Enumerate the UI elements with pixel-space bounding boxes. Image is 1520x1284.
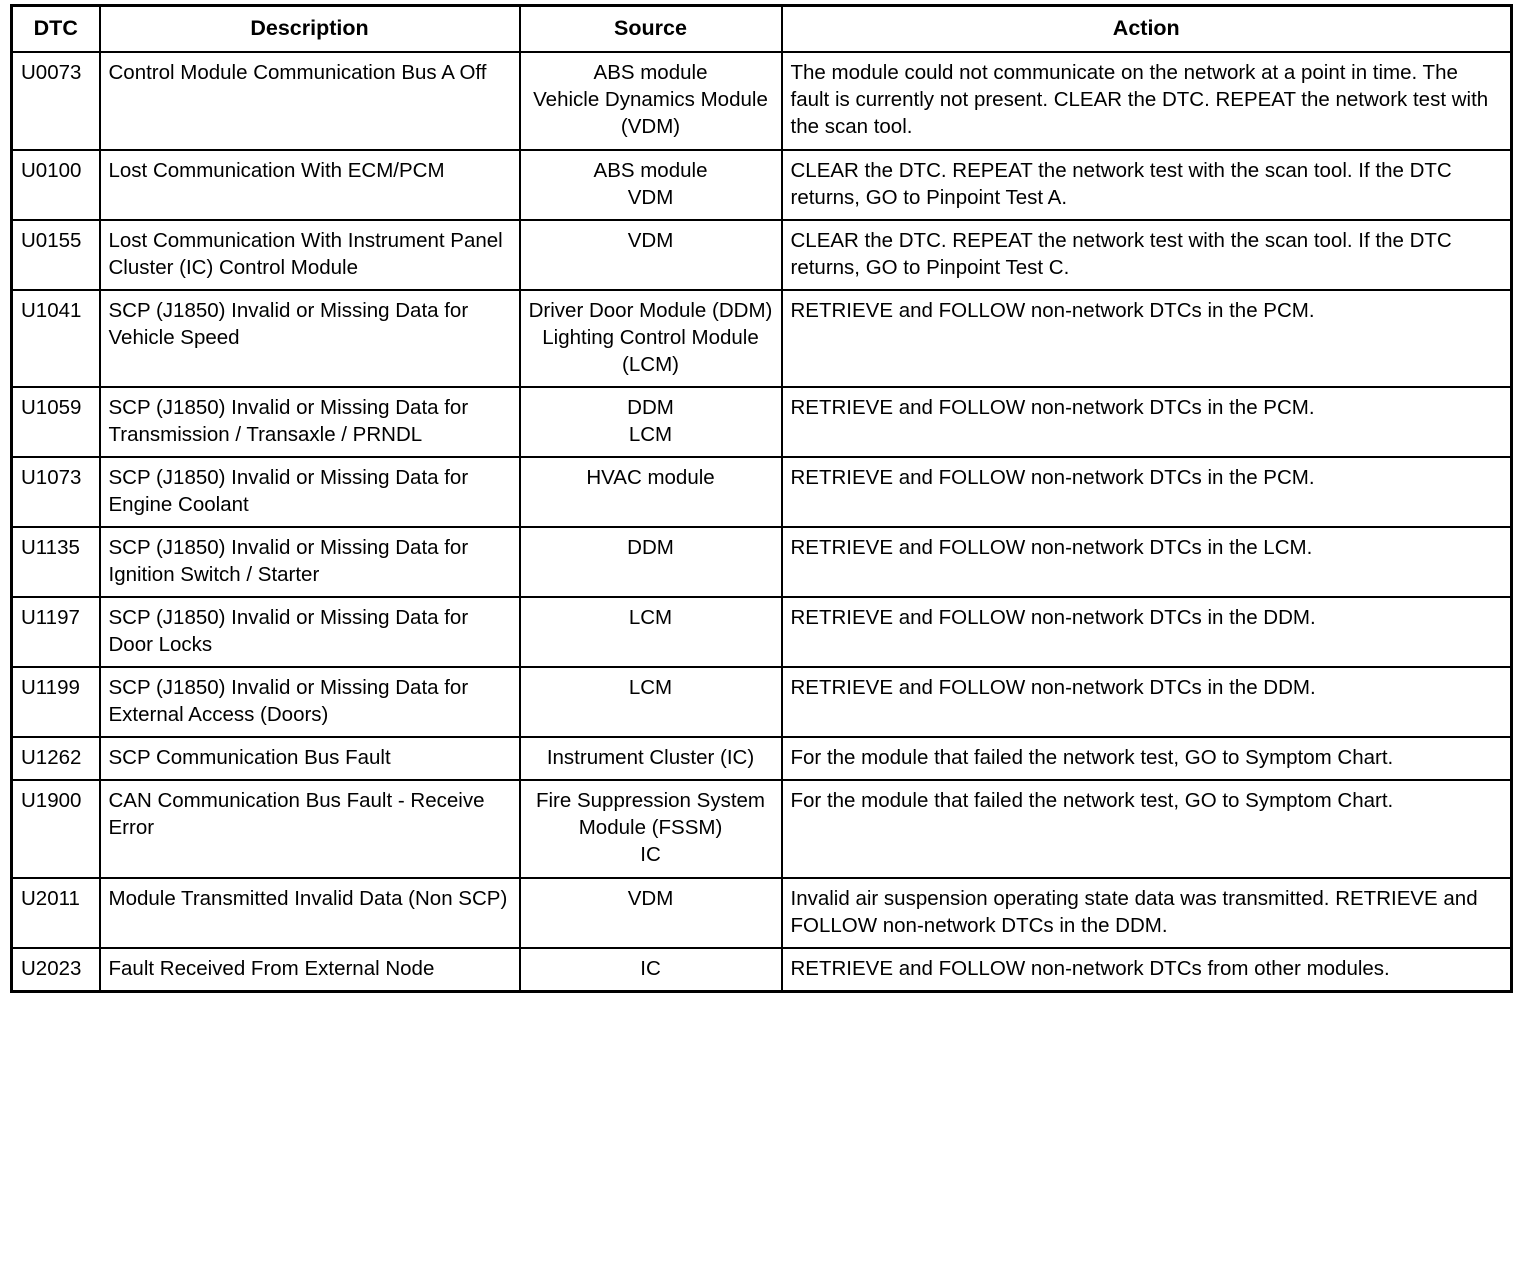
cell-line: CAN Communication Bus Fault - Receive Error xyxy=(108,789,485,840)
cell-description xyxy=(100,597,520,667)
cell-source xyxy=(520,220,782,290)
column-header-dtc: DTC xyxy=(12,6,100,53)
cell-dtc xyxy=(12,290,100,387)
cell-line: RETRIEVE and FOLLOW non-network DTCs from other modules. xyxy=(790,956,1390,980)
table-header xyxy=(12,6,1512,53)
table-row xyxy=(12,878,1512,948)
cell-line: VDM xyxy=(627,185,674,209)
cell-description xyxy=(100,737,520,780)
cell-line: VDM xyxy=(627,228,674,252)
cell-line: Fire Suppression System Module (FSSM) xyxy=(535,789,765,840)
cell-line: For the module that failed the network test, GO to Symptom Chart. xyxy=(790,789,1394,813)
table-body xyxy=(12,52,1512,991)
cell-line: U1262 xyxy=(21,746,82,770)
cell-line: U1073 xyxy=(21,465,82,489)
cell-source xyxy=(520,667,782,737)
cell-line: U0155 xyxy=(21,228,82,252)
cell-dtc xyxy=(12,150,100,220)
cell-line: Module Transmitted Invalid Data (Non SCP) xyxy=(108,886,508,910)
cell-action xyxy=(782,780,1512,877)
cell-dtc xyxy=(12,387,100,457)
cell-action xyxy=(782,150,1512,220)
cell-line: Vehicle Dynamics Module (VDM) xyxy=(533,88,768,139)
cell-line: ABS module xyxy=(593,61,708,85)
cell-source xyxy=(520,780,782,877)
cell-action xyxy=(782,597,1512,667)
cell-line: RETRIEVE and FOLLOW non-network DTCs in the DDM. xyxy=(790,606,1316,630)
cell-line: Fault Received From External Node xyxy=(108,956,435,980)
cell-dtc xyxy=(12,220,100,290)
cell-source xyxy=(520,52,782,149)
cell-description xyxy=(100,667,520,737)
cell-dtc xyxy=(12,457,100,527)
cell-source xyxy=(520,387,782,457)
table-row xyxy=(12,737,1512,780)
cell-line: RETRIEVE and FOLLOW non-network DTCs in the PCM. xyxy=(790,465,1315,489)
dtc-table xyxy=(10,4,1513,993)
cell-line: LCM xyxy=(628,422,673,446)
table-row xyxy=(12,948,1512,992)
table-row xyxy=(12,457,1512,527)
cell-dtc xyxy=(12,597,100,667)
cell-line: U0073 xyxy=(21,61,82,85)
cell-source xyxy=(520,597,782,667)
cell-line: SCP (J1850) Invalid or Missing Data for Transmission / Transaxle / PRNDL xyxy=(108,395,469,446)
cell-description xyxy=(100,780,520,877)
cell-dtc xyxy=(12,667,100,737)
cell-description xyxy=(100,52,520,149)
cell-source xyxy=(520,150,782,220)
cell-dtc xyxy=(12,527,100,597)
cell-description xyxy=(100,948,520,992)
cell-line: Invalid air suspension operating state data was transmitted. RETRIEVE and FOLLOW non-network DTCs in the DDM. xyxy=(790,886,1478,937)
cell-action xyxy=(782,290,1512,387)
cell-description xyxy=(100,290,520,387)
cell-source xyxy=(520,878,782,948)
cell-dtc xyxy=(12,737,100,780)
cell-description xyxy=(100,878,520,948)
column-header-source: Source xyxy=(520,6,782,53)
cell-line: Instrument Cluster (IC) xyxy=(546,746,755,770)
cell-source xyxy=(520,457,782,527)
cell-line: LCM xyxy=(628,606,673,630)
cell-source xyxy=(520,290,782,387)
cell-dtc xyxy=(12,52,100,149)
cell-dtc xyxy=(12,780,100,877)
cell-line: U2023 xyxy=(21,956,82,980)
cell-line: IC xyxy=(640,843,661,867)
cell-action xyxy=(782,457,1512,527)
cell-description xyxy=(100,527,520,597)
cell-line: U1059 xyxy=(21,395,82,419)
column-header-description: Description xyxy=(100,6,520,53)
cell-action xyxy=(782,387,1512,457)
cell-line: U1197 xyxy=(21,606,80,630)
cell-action xyxy=(782,52,1512,149)
cell-line: RETRIEVE and FOLLOW non-network DTCs in the PCM. xyxy=(790,298,1315,322)
cell-line: U1900 xyxy=(21,789,82,813)
cell-line: CLEAR the DTC. REPEAT the network test with the scan tool. If the DTC returns, GO to Pinpoint Test C. xyxy=(790,228,1452,279)
table-row xyxy=(12,150,1512,220)
cell-line: Control Module Communication Bus A Off xyxy=(108,61,487,85)
cell-line: SCP (J1850) Invalid or Missing Data for Ignition Switch / Starter xyxy=(108,536,469,587)
table-row xyxy=(12,780,1512,877)
cell-action xyxy=(782,220,1512,290)
cell-line: SCP Communication Bus Fault xyxy=(108,746,391,770)
cell-line: VDM xyxy=(627,886,674,910)
cell-line: Lost Communication With ECM/PCM xyxy=(108,158,445,182)
table-row xyxy=(12,387,1512,457)
cell-description xyxy=(100,387,520,457)
cell-line: Lighting Control Module (LCM) xyxy=(542,325,759,376)
cell-line: U1199 xyxy=(21,676,80,700)
table-row xyxy=(12,52,1512,149)
cell-line: RETRIEVE and FOLLOW non-network DTCs in the PCM. xyxy=(790,395,1315,419)
cell-line: HVAC module xyxy=(586,465,715,489)
cell-action xyxy=(782,878,1512,948)
cell-description xyxy=(100,457,520,527)
cell-dtc xyxy=(12,878,100,948)
cell-line: U1041 xyxy=(21,298,82,322)
cell-line: U1135 xyxy=(21,536,80,560)
cell-line: SCP (J1850) Invalid or Missing Data for External Access (Doors) xyxy=(108,676,469,727)
cell-line: ABS module xyxy=(593,158,708,182)
table-row xyxy=(12,527,1512,597)
cell-source xyxy=(520,948,782,992)
cell-action xyxy=(782,737,1512,780)
cell-line: SCP (J1850) Invalid or Missing Data for Vehicle Speed xyxy=(108,298,469,349)
table-header-row xyxy=(12,6,1512,53)
cell-line: SCP (J1850) Invalid or Missing Data for Door Locks xyxy=(108,606,469,657)
cell-source xyxy=(520,527,782,597)
cell-source xyxy=(520,737,782,780)
cell-line: The module could not communicate on the network at a point in time. The fault is currently not present. CLEAR the DTC. REPEAT the network test with the scan tool. xyxy=(790,61,1489,139)
cell-line: SCP (J1850) Invalid or Missing Data for Engine Coolant xyxy=(108,465,469,516)
cell-dtc xyxy=(12,948,100,992)
cell-line: LCM xyxy=(628,676,673,700)
cell-action xyxy=(782,527,1512,597)
cell-line: CLEAR the DTC. REPEAT the network test with the scan tool. If the DTC returns, GO to Pinpoint Test A. xyxy=(790,158,1452,209)
cell-description xyxy=(100,220,520,290)
cell-line: DDM xyxy=(627,536,674,560)
column-header-action: Action xyxy=(782,6,1512,53)
cell-action xyxy=(782,667,1512,737)
cell-line: IC xyxy=(640,956,661,980)
cell-line: Driver Door Module (DDM) xyxy=(528,298,773,322)
cell-line: RETRIEVE and FOLLOW non-network DTCs in the LCM. xyxy=(790,536,1313,560)
cell-line: DDM xyxy=(627,395,674,419)
cell-action xyxy=(782,948,1512,992)
cell-description xyxy=(100,150,520,220)
cell-line: Lost Communication With Instrument Panel Cluster (IC) Control Module xyxy=(108,228,503,279)
table-row xyxy=(12,220,1512,290)
cell-line: For the module that failed the network test, GO to Symptom Chart. xyxy=(790,746,1394,770)
cell-line: U2011 xyxy=(21,886,80,910)
table-row xyxy=(12,290,1512,387)
table-row xyxy=(12,667,1512,737)
cell-line: RETRIEVE and FOLLOW non-network DTCs in the DDM. xyxy=(790,676,1316,700)
table-row xyxy=(12,597,1512,667)
cell-line: U0100 xyxy=(21,158,82,182)
